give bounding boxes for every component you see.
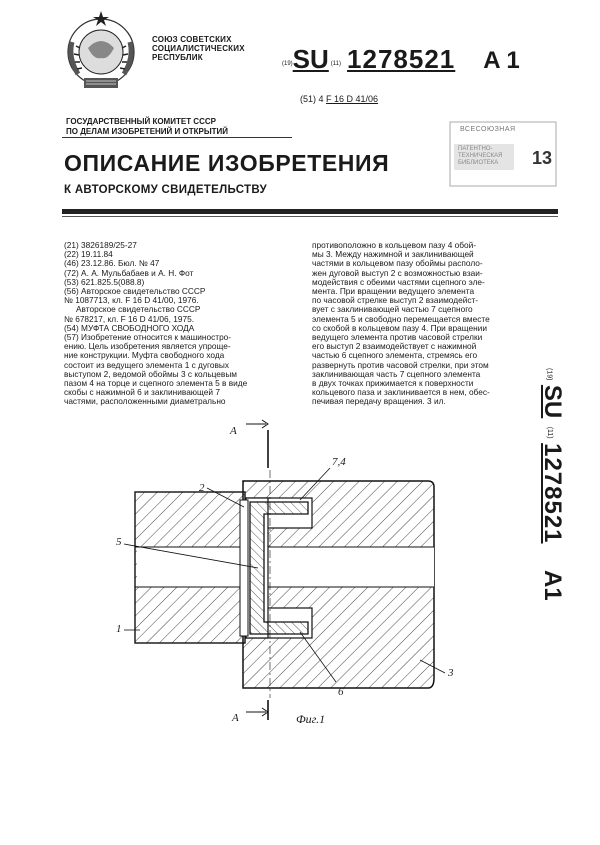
stamp-top: ВСЕСОЮЗНАЯ <box>460 126 516 133</box>
part-label-1: 1 <box>116 623 122 635</box>
stamp-line-3: БИБЛИОТЕКА <box>458 160 499 166</box>
abstract-line: по часовой стрелке выступ 2 взаимодейст- <box>312 295 479 306</box>
section-label-top: A <box>230 425 237 437</box>
biblio-line: (22) 19.11.84 <box>64 250 113 260</box>
clutch-section-drawing <box>100 412 520 732</box>
document-title: ОПИСАНИЕ ИЗОБРЕТЕНИЯ <box>64 150 390 176</box>
technical-drawing <box>100 412 520 732</box>
biblio-line: (46) 23.12.86. Бюл. № 47 <box>64 259 160 269</box>
stamp-text <box>458 146 502 167</box>
abstract-line: заклинивающая часть 7 сцепного элемента <box>312 368 481 379</box>
abstract-line: развернуть против часовой стрелки, при этом <box>312 359 489 370</box>
committee-rule <box>62 137 292 138</box>
biblio-line: (72) А. А. Мульбабаев и А. Н. Фот <box>64 268 194 278</box>
ipc-tag: (51) 4 <box>300 94 324 104</box>
union-name <box>152 35 245 62</box>
biblio-line: ению. Цель изобретения является упроще- <box>64 342 231 352</box>
abstract-line: частью 6 сцепного элемента, стремясь его <box>312 350 478 361</box>
abstract-line: элемента 5 и свободно перемещается вместе <box>312 313 490 324</box>
biblio-line: скобы с нажимной 6 и заклинивающей 7 <box>64 388 220 398</box>
committee-line-2: ПО ДЕЛАМ ИЗОБРЕТЕНИЙ И ОТКРЫТИЙ <box>66 127 229 136</box>
biblio-line: выступом 2, ведомой обоймы 3 с кольцевым <box>64 369 237 379</box>
side-country: SU <box>539 384 566 419</box>
patent-number: 1278521 <box>347 44 456 74</box>
abstract-line: печивая передачу вращения. 3 ил. <box>312 396 446 407</box>
bibliographic-data <box>64 241 296 407</box>
stamp-line-1: ПАТЕНТНО- <box>458 146 493 152</box>
union-line-3: РЕСПУБЛИК <box>152 53 203 62</box>
publication-number <box>282 44 520 75</box>
biblio-line: ние конструкции. Муфта свободного хода <box>64 351 225 361</box>
committee-line-1: ГОСУДАРСТВЕННЫЙ КОМИТЕТ СССР <box>66 117 216 126</box>
country-code: SU <box>292 44 329 74</box>
biblio-line: № 1087713, кл. F 16 D 41/00, 1976. <box>64 296 199 306</box>
abstract-line: в двух точках прижимается к поверхности <box>312 378 474 389</box>
abstract-line: мы 3. Между нажимной и заклинивающей <box>312 249 474 260</box>
biblio-line: (21) 3826189/25-27 <box>64 241 137 250</box>
abstract-line: кольцевого паза и заклинивается в нем, обес- <box>312 387 490 398</box>
side-tag-2: (11) <box>545 426 553 439</box>
number-tag: (11) <box>330 60 342 67</box>
section-label-bottom: A <box>232 712 239 724</box>
stamp-number: 13 <box>532 148 553 168</box>
ipc-code: F 16 D 41/06 <box>326 94 379 104</box>
part-label-7-4: 7,4 <box>332 456 346 468</box>
biblio-line: (57) Изобретение относится к машиностро- <box>64 333 232 343</box>
side-number: 1278521 <box>539 443 566 544</box>
vertical-patent-number <box>536 368 566 668</box>
biblio-line: пазом 4 на торце и сцепного элемента 5 в виде <box>64 379 248 389</box>
title-thin-rule <box>62 216 558 217</box>
document-subtitle: К АВТОРСКОМУ СВИДЕТЕЛЬСТВУ <box>64 184 267 196</box>
abstract-line: жен дуговой выступ 2 с возможностью взаи- <box>312 267 483 278</box>
abstract-line: противоположно в кольцевом пазу 4 обой- <box>312 240 477 250</box>
biblio-line: Авторское свидетельство СССР <box>76 305 201 315</box>
part-label-2: 2 <box>199 482 205 494</box>
part-label-3: 3 <box>448 667 454 679</box>
library-stamp <box>448 118 558 190</box>
biblio-line: (56) Авторское свидетельство СССР <box>64 287 206 297</box>
biblio-line: состоит из ведущего элемента 1 с дуговых <box>64 360 230 370</box>
union-line-2: СОЦИАЛИСТИЧЕСКИХ <box>152 44 245 53</box>
title-thick-rule <box>62 209 558 214</box>
side-tag-1: (19) <box>545 368 553 381</box>
abstract-line: его выступ 2 взаимодействует с нажимной <box>312 341 477 352</box>
committee-name <box>66 117 228 137</box>
biblio-line: (54) МУФТА СВОБОДНОГО ХОДА <box>64 323 195 333</box>
part-label-6: 6 <box>338 686 344 698</box>
union-line-1: СОЮЗ СОВЕТСКИХ <box>152 35 232 44</box>
abstract-line: мента. При вращении ведущего элемента <box>312 286 475 297</box>
abstract-line: модействия с обеими частями сцепного эле- <box>312 276 485 287</box>
abstract-line: частями в кольцевом пазу обоймы располо- <box>312 258 483 269</box>
biblio-line: частями, расположенными диаметрально <box>64 397 226 407</box>
country-code-tag: (19) <box>282 60 293 67</box>
abstract-column <box>312 241 544 407</box>
figure-caption: Фиг.1 <box>296 712 326 726</box>
ipc-classification <box>300 94 378 104</box>
biblio-line: № 678217, кл. F 16 D 41/06, 1975. <box>64 314 195 324</box>
biblio-line: (53) 621.825.5(088.8) <box>64 277 145 287</box>
abstract-line: вует с заклинивающей частью 7 сцепного <box>312 304 473 315</box>
kind-code: A 1 <box>483 47 520 74</box>
stamp-line-2: ТЕХНИЧЕСКАЯ <box>458 153 503 159</box>
part-label-5: 5 <box>116 536 122 548</box>
side-kind: A1 <box>539 569 566 601</box>
state-emblem-icon <box>58 8 144 94</box>
abstract-line: со скобой в кольцевом пазу 4. При вращении <box>312 322 487 333</box>
abstract-line: ведущего элемента против часовой стрелки <box>312 332 483 343</box>
